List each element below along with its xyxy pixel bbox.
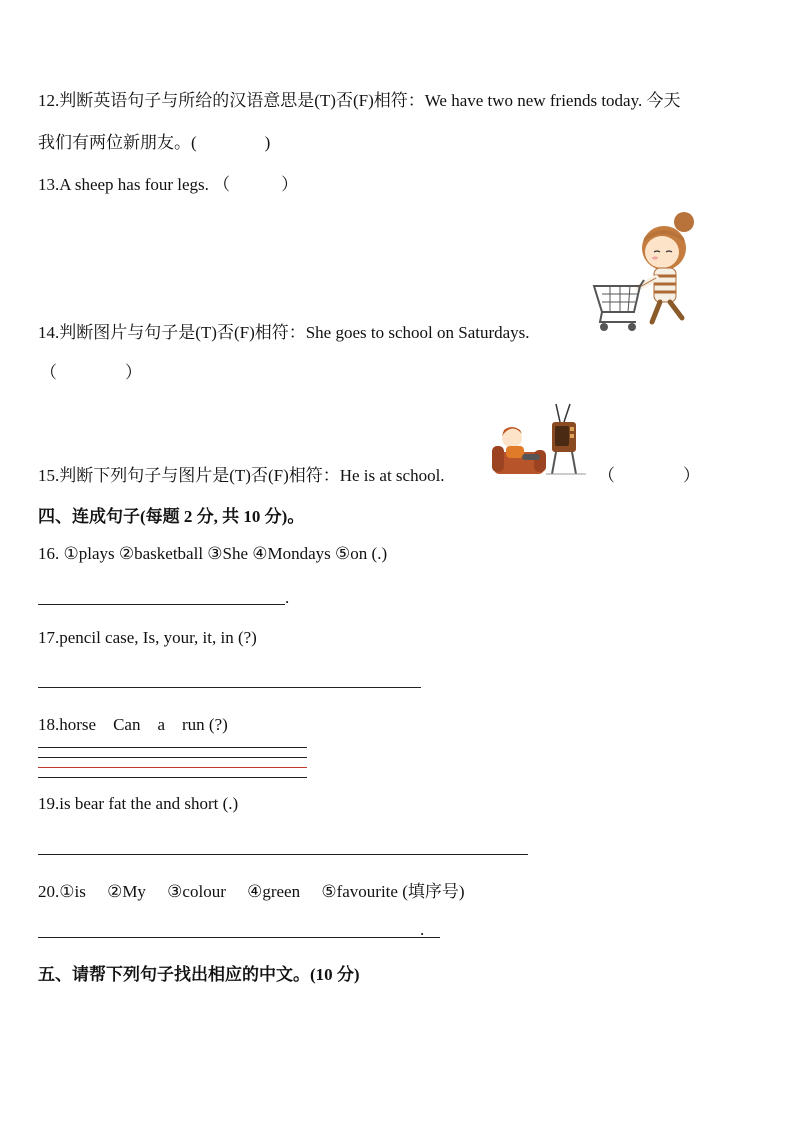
q16-answer-line[interactable] — [38, 604, 285, 605]
q16-text: 16. ①plays ②basketball ③She ④Mondays ⑤on (.) — [38, 544, 388, 563]
q18-text: 18.horse Can a run (?) — [38, 715, 228, 734]
q20-text: 20.①is ②My ③colour ④green ⑤favourite (填序号) — [38, 882, 465, 901]
q19-answer-line[interactable] — [38, 854, 528, 855]
q18-writing-line-1[interactable] — [38, 747, 307, 748]
boy-watching-tv-illustration — [490, 400, 590, 480]
q18-writing-line-3[interactable] — [38, 767, 307, 768]
q19-text: 19.is bear fat the and short (.) — [38, 794, 239, 813]
q15-text: 15.判断下列句子与图片是(T)否(F)相符：He is at school. — [38, 466, 445, 485]
q20-answer-line[interactable] — [38, 937, 440, 938]
q14-text: 14.判断图片与句子是(T)否(F)相符：She goes to school on Saturdays. — [38, 323, 530, 342]
section4-title: 四、连成句子(每题 2 分, 共 10 分)。 — [38, 507, 305, 526]
q14-answer: （ ） — [40, 363, 142, 382]
section5-title: 五、请帮下列句子找出相应的中文。(10 分) — [38, 965, 360, 984]
q15-answer: （ ） — [598, 466, 700, 485]
q16-period: . — [285, 588, 290, 607]
q18-writing-line-2[interactable] — [38, 757, 307, 758]
q20-period: . — [420, 920, 425, 939]
q12-line2: 我们有两位新朋友。( ) — [38, 133, 271, 152]
girl-shopping-cart-illustration — [592, 208, 702, 334]
q13-text: 13.A sheep has four legs. （ ） — [38, 175, 299, 194]
q17-text: 17.pencil case, Is, your, it, in (?) — [38, 628, 257, 647]
q17-answer-line[interactable] — [38, 687, 421, 688]
q12-line1: 12.判断英语句子与所给的汉语意思是(T)否(F)相符：We have two new friends today. 今天 — [38, 91, 681, 110]
q18-writing-line-4[interactable] — [38, 777, 307, 778]
